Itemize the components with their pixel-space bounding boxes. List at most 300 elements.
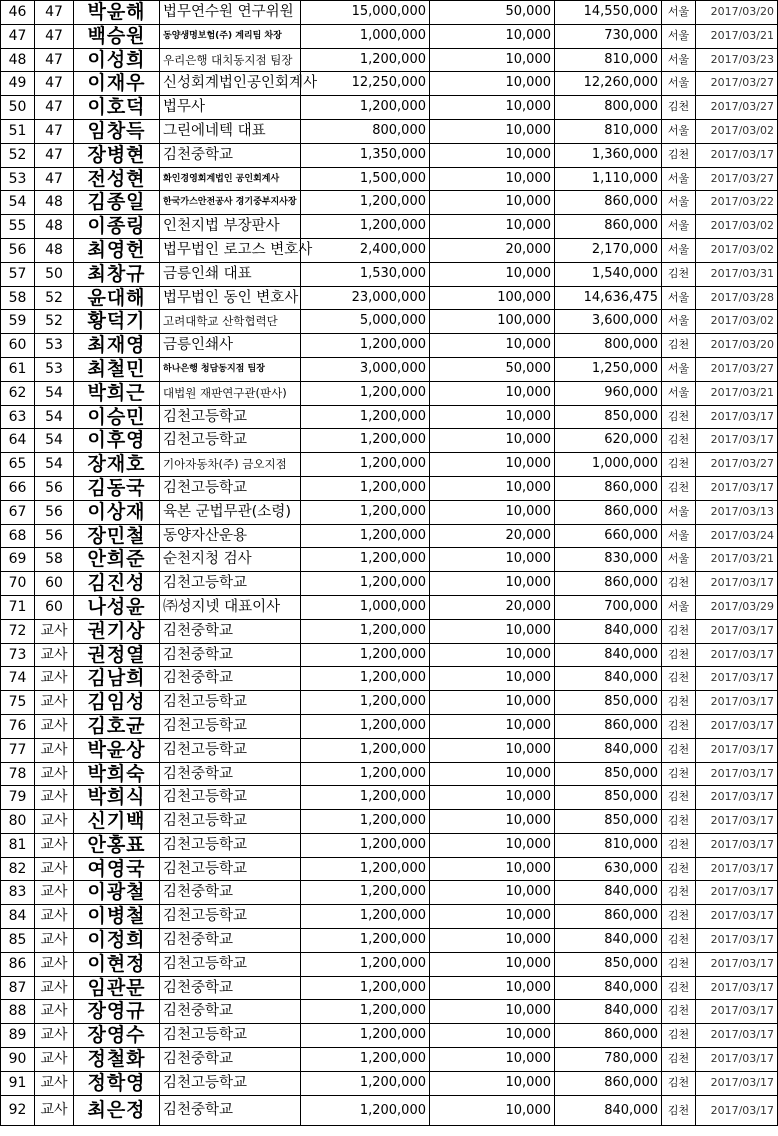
amount-cell: 23,000,000 [301,286,430,310]
name-cell: 박희식 [74,786,160,810]
group-cell: 47 [35,1,74,25]
table-body [1,1,778,1126]
table-row [1,1095,778,1125]
table-row [1,381,778,405]
organization-cell: 기아자동차(주) 금오지점 [160,453,301,477]
row-number-cell: 72 [1,619,35,643]
name-cell: 임관문 [74,976,160,1000]
date-cell: 2017/03/21 [696,381,778,405]
date-cell: 2017/03/02 [696,310,778,334]
region-cell: 김천 [662,691,696,715]
date-cell: 2017/03/27 [696,453,778,477]
group-cell: 56 [35,524,74,548]
group-cell: 교사 [35,762,74,786]
row-number-cell: 71 [1,595,35,619]
date-cell: 2017/03/17 [696,643,778,667]
date-cell: 2017/03/17 [696,786,778,810]
table-row [1,405,778,429]
amount-cell: 1,200,000 [301,1000,430,1024]
organization-cell: 김천고등학교 [160,857,301,881]
organization-cell: 화인경영회계법인 공인회계사 [160,167,301,191]
name-cell: 백승원 [74,24,160,48]
name-cell: 황덕기 [74,310,160,334]
table-row [1,357,778,381]
region-cell: 서울 [662,167,696,191]
date-cell: 2017/03/27 [696,96,778,120]
unit-cell: 10,000 [430,429,555,453]
payment-cell: 1,110,000 [555,167,662,191]
region-cell: 서울 [662,238,696,262]
organization-cell: 그린에네텍 대표 [160,119,301,143]
date-cell: 2017/03/17 [696,572,778,596]
row-number-cell: 49 [1,72,35,96]
date-cell: 2017/03/17 [696,1071,778,1095]
unit-cell: 10,000 [430,929,555,953]
group-cell: 교사 [35,714,74,738]
row-number-cell: 85 [1,929,35,953]
group-cell: 교사 [35,976,74,1000]
amount-cell: 1,200,000 [301,524,430,548]
region-cell: 김천 [662,952,696,976]
payment-cell: 860,000 [555,476,662,500]
table-row [1,453,778,477]
unit-cell: 10,000 [430,48,555,72]
table-row [1,691,778,715]
group-cell: 48 [35,215,74,239]
amount-cell: 1,200,000 [301,96,430,120]
name-cell: 임창득 [74,119,160,143]
organization-cell: 김천고등학교 [160,833,301,857]
organization-cell: 순천지청 검사 [160,548,301,572]
table-row [1,500,778,524]
organization-cell: 김천중학교 [160,762,301,786]
unit-cell: 10,000 [430,1000,555,1024]
row-number-cell: 60 [1,334,35,358]
name-cell: 권기상 [74,619,160,643]
region-cell: 김천 [662,619,696,643]
name-cell: 최재영 [74,334,160,358]
payment-cell: 810,000 [555,119,662,143]
amount-cell: 1,200,000 [301,643,430,667]
amount-cell: 1,350,000 [301,143,430,167]
row-number-cell: 70 [1,572,35,596]
unit-cell: 50,000 [430,357,555,381]
row-number-cell: 68 [1,524,35,548]
date-cell: 2017/03/29 [696,595,778,619]
date-cell: 2017/03/17 [696,762,778,786]
amount-cell: 1,200,000 [301,48,430,72]
unit-cell: 20,000 [430,595,555,619]
region-cell: 김천 [662,810,696,834]
organization-cell: 김천고등학교 [160,810,301,834]
date-cell: 2017/03/24 [696,524,778,548]
row-number-cell: 54 [1,191,35,215]
unit-cell: 10,000 [430,667,555,691]
payment-cell: 1,000,000 [555,453,662,477]
amount-cell: 1,200,000 [301,405,430,429]
table-row [1,167,778,191]
payment-cell: 850,000 [555,952,662,976]
unit-cell: 10,000 [430,1024,555,1048]
table-row [1,191,778,215]
amount-cell: 1,200,000 [301,1048,430,1072]
payment-cell: 840,000 [555,929,662,953]
group-cell: 53 [35,357,74,381]
group-cell: 47 [35,48,74,72]
row-number-cell: 46 [1,1,35,25]
table-row [1,786,778,810]
row-number-cell: 79 [1,786,35,810]
unit-cell: 20,000 [430,524,555,548]
table-row [1,619,778,643]
region-cell: 김천 [662,786,696,810]
amount-cell: 1,200,000 [301,952,430,976]
organization-cell: 김천고등학교 [160,405,301,429]
region-cell: 김천 [662,881,696,905]
region-cell: 김천 [662,1048,696,1072]
group-cell: 47 [35,119,74,143]
amount-cell: 1,200,000 [301,572,430,596]
unit-cell: 100,000 [430,310,555,334]
table-row [1,952,778,976]
group-cell: 48 [35,238,74,262]
date-cell: 2017/03/17 [696,143,778,167]
organization-cell: 김천중학교 [160,881,301,905]
payment-cell: 730,000 [555,24,662,48]
payment-cell: 700,000 [555,595,662,619]
group-cell: 58 [35,548,74,572]
name-cell: 안희준 [74,548,160,572]
group-cell: 교사 [35,952,74,976]
payment-cell: 850,000 [555,405,662,429]
organization-cell: 김천고등학교 [160,905,301,929]
table-row [1,310,778,334]
payment-cell: 620,000 [555,429,662,453]
region-cell: 김천 [662,572,696,596]
name-cell: 박윤상 [74,738,160,762]
region-cell: 서울 [662,500,696,524]
payment-cell: 850,000 [555,810,662,834]
payment-cell: 810,000 [555,833,662,857]
organization-cell: 김천중학교 [160,1095,301,1125]
payment-cell: 840,000 [555,881,662,905]
payment-cell: 840,000 [555,643,662,667]
region-cell: 서울 [662,48,696,72]
group-cell: 교사 [35,643,74,667]
region-cell: 김천 [662,476,696,500]
organization-cell: 동양생명보험(주) 계리팀 차장 [160,24,301,48]
organization-cell: 법무사 [160,96,301,120]
group-cell: 56 [35,476,74,500]
region-cell: 김천 [662,857,696,881]
organization-cell: 김천중학교 [160,643,301,667]
row-number-cell: 74 [1,667,35,691]
unit-cell: 10,000 [430,500,555,524]
amount-cell: 1,200,000 [301,881,430,905]
date-cell: 2017/03/27 [696,167,778,191]
date-cell: 2017/03/27 [696,72,778,96]
unit-cell: 10,000 [430,215,555,239]
name-cell: 박희숙 [74,762,160,786]
organization-cell: 신성회계법인공인회계사 [160,72,301,96]
amount-cell: 1,200,000 [301,857,430,881]
date-cell: 2017/03/27 [696,357,778,381]
table-row [1,548,778,572]
group-cell: 56 [35,500,74,524]
row-number-cell: 87 [1,976,35,1000]
amount-cell: 1,200,000 [301,500,430,524]
table-row [1,976,778,1000]
name-cell: 나성윤 [74,595,160,619]
group-cell: 교사 [35,691,74,715]
region-cell: 김천 [662,643,696,667]
name-cell: 전성현 [74,167,160,191]
date-cell: 2017/03/21 [696,24,778,48]
name-cell: 이상재 [74,500,160,524]
amount-cell: 1,200,000 [301,548,430,572]
unit-cell: 10,000 [430,167,555,191]
unit-cell: 10,000 [430,881,555,905]
unit-cell: 10,000 [430,643,555,667]
date-cell: 2017/03/17 [696,1095,778,1125]
amount-cell: 1,200,000 [301,191,430,215]
name-cell: 최창규 [74,262,160,286]
organization-cell: 금릉인쇄사 [160,334,301,358]
table-row [1,524,778,548]
name-cell: 이광철 [74,881,160,905]
unit-cell: 10,000 [430,405,555,429]
amount-cell: 1,200,000 [301,786,430,810]
group-cell: 60 [35,595,74,619]
name-cell: 이호덕 [74,96,160,120]
organization-cell: 김천중학교 [160,667,301,691]
date-cell: 2017/03/22 [696,191,778,215]
payment-cell: 840,000 [555,976,662,1000]
region-cell: 김천 [662,738,696,762]
unit-cell: 10,000 [430,96,555,120]
organization-cell: 김천고등학교 [160,429,301,453]
name-cell: 이정희 [74,929,160,953]
amount-cell: 1,200,000 [301,1071,430,1095]
table-row [1,905,778,929]
payment-cell: 800,000 [555,334,662,358]
name-cell: 정철화 [74,1048,160,1072]
table-row [1,762,778,786]
group-cell: 교사 [35,929,74,953]
region-cell: 김천 [662,96,696,120]
group-cell: 교사 [35,905,74,929]
row-number-cell: 69 [1,548,35,572]
date-cell: 2017/03/17 [696,976,778,1000]
table-row [1,667,778,691]
payment-cell: 1,360,000 [555,143,662,167]
region-cell: 김천 [662,1000,696,1024]
payment-cell: 840,000 [555,667,662,691]
row-number-cell: 90 [1,1048,35,1072]
row-number-cell: 47 [1,24,35,48]
date-cell: 2017/03/17 [696,929,778,953]
group-cell: 교사 [35,881,74,905]
group-cell: 교사 [35,738,74,762]
name-cell: 장영규 [74,1000,160,1024]
region-cell: 김천 [662,762,696,786]
name-cell: 이현정 [74,952,160,976]
payment-cell: 780,000 [555,1048,662,1072]
region-cell: 서울 [662,215,696,239]
date-cell: 2017/03/02 [696,215,778,239]
row-number-cell: 84 [1,905,35,929]
unit-cell: 10,000 [430,810,555,834]
table-row [1,929,778,953]
table-row [1,286,778,310]
table-row [1,334,778,358]
date-cell: 2017/03/17 [696,810,778,834]
date-cell: 2017/03/17 [696,1048,778,1072]
date-cell: 2017/03/17 [696,714,778,738]
unit-cell: 10,000 [430,334,555,358]
group-cell: 54 [35,429,74,453]
date-cell: 2017/03/17 [696,833,778,857]
name-cell: 김호균 [74,714,160,738]
name-cell: 장재호 [74,453,160,477]
name-cell: 김남희 [74,667,160,691]
payment-cell: 850,000 [555,691,662,715]
unit-cell: 10,000 [430,691,555,715]
organization-cell: 동양자산운용 [160,524,301,548]
amount-cell: 12,250,000 [301,72,430,96]
row-number-cell: 89 [1,1024,35,1048]
amount-cell: 1,200,000 [301,833,430,857]
table-row [1,857,778,881]
unit-cell: 10,000 [430,72,555,96]
organization-cell: 법무법인 동인 변호사 [160,286,301,310]
amount-cell: 1,000,000 [301,24,430,48]
unit-cell: 10,000 [430,453,555,477]
organization-cell: 한국가스안전공사 경기중부지사장 [160,191,301,215]
table-row [1,1,778,25]
table-row [1,1000,778,1024]
table-row [1,24,778,48]
group-cell: 교사 [35,667,74,691]
name-cell: 김종일 [74,191,160,215]
unit-cell: 10,000 [430,1095,555,1125]
table-row [1,643,778,667]
region-cell: 김천 [662,262,696,286]
name-cell: 최철민 [74,357,160,381]
row-number-cell: 51 [1,119,35,143]
table-row [1,143,778,167]
group-cell: 52 [35,310,74,334]
row-number-cell: 50 [1,96,35,120]
row-number-cell: 83 [1,881,35,905]
amount-cell: 1,200,000 [301,762,430,786]
date-cell: 2017/03/17 [696,691,778,715]
group-cell: 교사 [35,619,74,643]
unit-cell: 10,000 [430,1048,555,1072]
group-cell: 52 [35,286,74,310]
table-row [1,72,778,96]
name-cell: 장민철 [74,524,160,548]
row-number-cell: 91 [1,1071,35,1095]
date-cell: 2017/03/17 [696,857,778,881]
date-cell: 2017/03/17 [696,429,778,453]
unit-cell: 10,000 [430,619,555,643]
payment-cell: 840,000 [555,619,662,643]
amount-cell: 1,500,000 [301,167,430,191]
group-cell: 60 [35,572,74,596]
table-row [1,833,778,857]
amount-cell: 3,000,000 [301,357,430,381]
table-row [1,96,778,120]
name-cell: 여영국 [74,857,160,881]
payment-cell: 960,000 [555,381,662,405]
region-cell: 서울 [662,286,696,310]
region-cell: 김천 [662,143,696,167]
payment-cell: 630,000 [555,857,662,881]
table-row [1,738,778,762]
amount-cell: 15,000,000 [301,1,430,25]
amount-cell: 1,200,000 [301,976,430,1000]
payment-cell: 860,000 [555,714,662,738]
organization-cell: 김천중학교 [160,143,301,167]
unit-cell: 20,000 [430,238,555,262]
organization-cell: 김천중학교 [160,929,301,953]
amount-cell: 1,000,000 [301,595,430,619]
unit-cell: 10,000 [430,952,555,976]
group-cell: 54 [35,381,74,405]
region-cell: 김천 [662,429,696,453]
row-number-cell: 78 [1,762,35,786]
name-cell: 장영수 [74,1024,160,1048]
row-number-cell: 76 [1,714,35,738]
row-number-cell: 52 [1,143,35,167]
unit-cell: 100,000 [430,286,555,310]
amount-cell: 1,200,000 [301,810,430,834]
organization-cell: 김천중학교 [160,1048,301,1072]
amount-cell: 1,200,000 [301,667,430,691]
table-row [1,714,778,738]
row-number-cell: 63 [1,405,35,429]
region-cell: 서울 [662,191,696,215]
amount-cell: 1,200,000 [301,1024,430,1048]
row-number-cell: 92 [1,1095,35,1125]
date-cell: 2017/03/02 [696,119,778,143]
payment-cell: 860,000 [555,572,662,596]
row-number-cell: 77 [1,738,35,762]
date-cell: 2017/03/21 [696,548,778,572]
date-cell: 2017/03/17 [696,476,778,500]
date-cell: 2017/03/17 [696,952,778,976]
region-cell: 김천 [662,1071,696,1095]
table-row [1,572,778,596]
row-number-cell: 59 [1,310,35,334]
amount-cell: 1,200,000 [301,334,430,358]
organization-cell: ㈜성지넷 대표이사 [160,595,301,619]
region-cell: 김천 [662,1095,696,1125]
table-row [1,1048,778,1072]
unit-cell: 50,000 [430,1,555,25]
group-cell: 47 [35,24,74,48]
group-cell: 교사 [35,1048,74,1072]
payment-cell: 1,250,000 [555,357,662,381]
name-cell: 이승민 [74,405,160,429]
group-cell: 교사 [35,857,74,881]
date-cell: 2017/03/20 [696,334,778,358]
payment-cell: 840,000 [555,1095,662,1125]
date-cell: 2017/03/13 [696,500,778,524]
row-number-cell: 48 [1,48,35,72]
organization-cell: 김천고등학교 [160,714,301,738]
